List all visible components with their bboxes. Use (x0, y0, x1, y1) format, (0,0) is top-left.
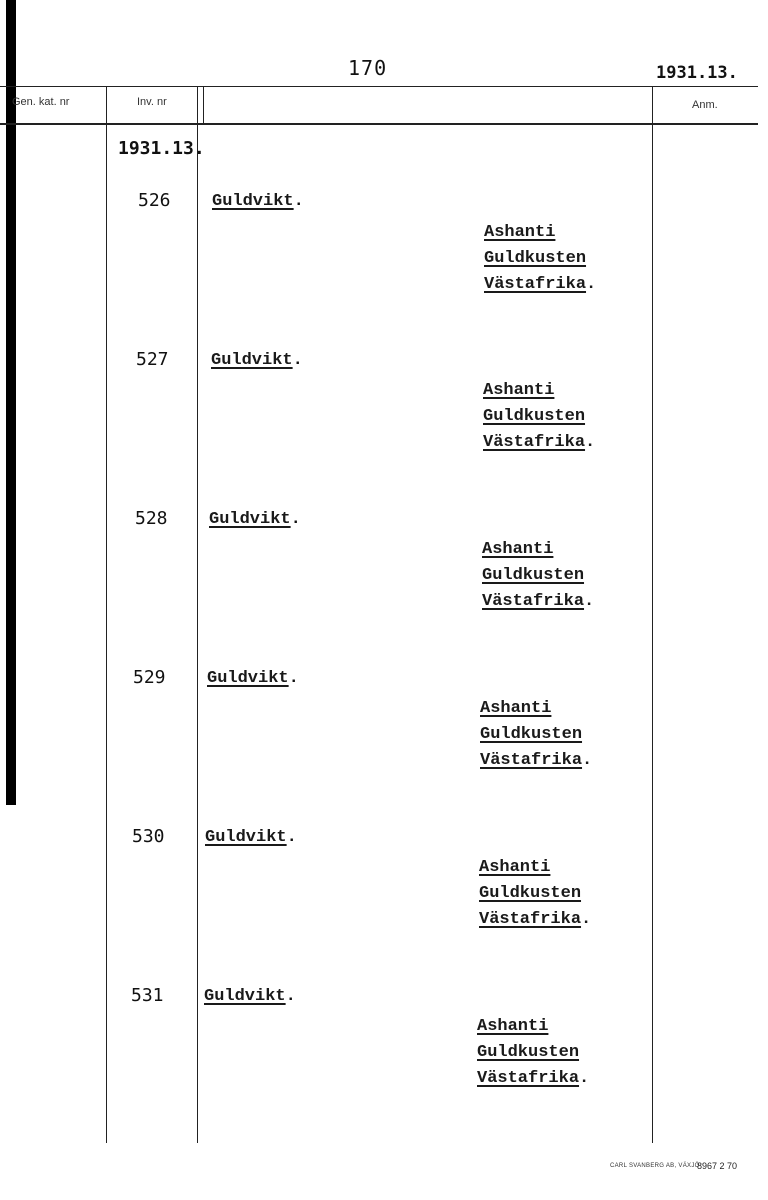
object-region: Ashanti Guldkusten Västafrika. (483, 381, 596, 452)
inventory-number: 531 (131, 985, 164, 1006)
region-continent: Västafrika (482, 592, 585, 611)
region-continent: Västafrika (483, 433, 586, 452)
form-number: 8967 2 70 (697, 1161, 738, 1171)
inventory-number: 528 (135, 508, 168, 529)
column-header-gen-kat: Gen. kat. nr (12, 96, 70, 108)
column-divider-inv-header (203, 87, 204, 124)
inventory-number: 530 (132, 826, 165, 847)
region-area: Guldkusten (477, 1043, 580, 1062)
header-reference: 1931.13. (656, 63, 738, 83)
column-header-anm: Anm. (692, 99, 718, 111)
object-name: Guldvikt (211, 351, 293, 370)
region-continent: Västafrika (480, 751, 583, 770)
catalog-entry: 530 Guldvikt. Ashanti Guldkusten Västafrika. (0, 826, 768, 946)
object-region: Ashanti Guldkusten Västafrika. (479, 858, 592, 929)
region-area: Guldkusten (484, 249, 587, 268)
object-name: Guldvikt (212, 192, 294, 211)
region-continent: Västafrika (479, 910, 582, 929)
object-region: Ashanti Guldkusten Västafrika. (484, 223, 597, 294)
region-area: Guldkusten (480, 725, 583, 744)
page-number: 170 (348, 56, 388, 80)
catalog-entry: 527 Guldvikt. Ashanti Guldkusten Västafrika. (0, 349, 768, 469)
catalog-entry: 528 Guldvikt. Ashanti Guldkusten Västafrika. (0, 508, 768, 628)
region-area: Guldkusten (479, 884, 582, 903)
object-region: Ashanti Guldkusten Västafrika. (482, 540, 595, 611)
inventory-number: 527 (136, 349, 169, 370)
group-reference: 1931.13. (118, 138, 205, 159)
object-name: Guldvikt (205, 828, 287, 847)
header-top-rule (0, 86, 758, 87)
object-name: Guldvikt (207, 669, 289, 688)
region-people: Ashanti (482, 540, 554, 559)
region-area: Guldkusten (483, 407, 586, 426)
catalog-entry: 526 Guldvikt. Ashanti Guldkusten Västafrika. (0, 190, 768, 310)
region-people: Ashanti (483, 381, 555, 400)
inventory-number: 526 (138, 190, 171, 211)
column-header-inv: Inv. nr (137, 96, 167, 108)
region-people: Ashanti (479, 858, 551, 877)
region-continent: Västafrika (477, 1069, 580, 1088)
region-people: Ashanti (484, 223, 556, 242)
object-region: Ashanti Guldkusten Västafrika. (477, 1017, 590, 1088)
region-area: Guldkusten (482, 566, 585, 585)
header-bottom-rule (0, 123, 758, 125)
catalog-entry: 529 Guldvikt. Ashanti Guldkusten Västafrika. (0, 667, 768, 787)
object-name: Guldvikt (204, 987, 286, 1006)
inventory-number: 529 (133, 667, 166, 688)
printer-imprint: CARL SVANBERG AB, VÄXJÖ (610, 1163, 700, 1169)
region-continent: Västafrika (484, 275, 587, 294)
region-people: Ashanti (480, 699, 552, 718)
catalog-entry: 531 Guldvikt. Ashanti Guldkusten Västafrika. (0, 985, 768, 1105)
region-people: Ashanti (477, 1017, 549, 1036)
object-region: Ashanti Guldkusten Västafrika. (480, 699, 593, 770)
object-name: Guldvikt (209, 510, 291, 529)
